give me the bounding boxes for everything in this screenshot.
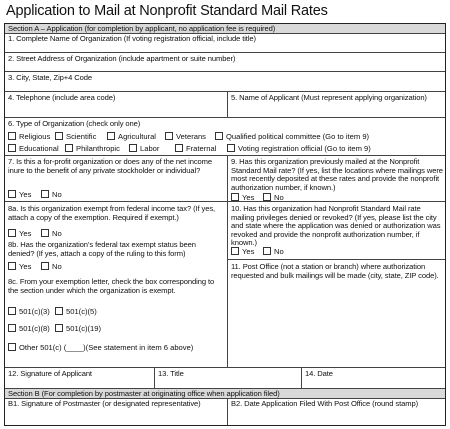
- field-10-yes[interactable]: [231, 247, 254, 256]
- field-8a-label: 8a. Is this organization exempt from federal income tax? (If yes, attach a copy of the exemption. Required if exempt.): [8, 204, 216, 222]
- option-label: Fraternal: [186, 144, 217, 153]
- checkbox[interactable]: [231, 247, 239, 255]
- field-3-city-state-zip[interactable]: [5, 72, 445, 92]
- option-label: Educational: [19, 144, 59, 153]
- option-label: 501(c)(3): [19, 307, 50, 316]
- divider: [227, 202, 228, 367]
- field-7-yes[interactable]: [8, 190, 31, 199]
- divider: [154, 368, 155, 388]
- checkbox[interactable]: [8, 262, 16, 270]
- option-voting-registration[interactable]: [227, 144, 371, 153]
- option-label: Other 501(c) (____)(See statement in item 6 above): [19, 343, 194, 352]
- option-religious[interactable]: [8, 132, 50, 141]
- row-b1-b2: [5, 399, 445, 425]
- option-label: Yes: [242, 193, 255, 202]
- field-7-no[interactable]: [41, 190, 62, 199]
- option-label: Scientific: [66, 132, 97, 141]
- option-label: Labor: [140, 144, 160, 153]
- option-label: Yes: [19, 190, 32, 199]
- checkbox[interactable]: [263, 193, 271, 201]
- field-8b-yes[interactable]: [8, 262, 31, 271]
- option-label: Philanthropic: [76, 144, 120, 153]
- field-14-date[interactable]: 14. Date: [305, 369, 333, 378]
- option-501c3[interactable]: [8, 307, 50, 316]
- option-label: Voting registration official (Go to item 9): [238, 144, 371, 153]
- field-8c-label: 8c. From your exemption letter, check the box corresponding to the section under which the organization is exempt.: [8, 277, 215, 295]
- option-label: No: [274, 247, 284, 256]
- option-other-501c[interactable]: [8, 343, 193, 352]
- field-9-yes[interactable]: [231, 193, 254, 202]
- checkbox[interactable]: [55, 324, 63, 332]
- option-501c19[interactable]: [55, 324, 101, 333]
- field-2-street-address[interactable]: [5, 53, 445, 72]
- option-label: No: [52, 229, 62, 238]
- field-b2-date-filed[interactable]: B2. Date Application Filed With Post Office (round stamp): [231, 399, 419, 408]
- section-b-header: [5, 389, 445, 399]
- option-label: Yes: [242, 247, 255, 256]
- option-501c5[interactable]: [55, 307, 97, 316]
- checkbox[interactable]: [129, 144, 137, 152]
- section-a-header: [5, 24, 445, 34]
- checkbox[interactable]: [231, 193, 239, 201]
- field-3-label: 3. City, State, Zip+4 Code: [8, 73, 92, 82]
- checkbox[interactable]: [175, 144, 183, 152]
- checkbox[interactable]: [55, 132, 63, 140]
- checkbox[interactable]: [8, 307, 16, 315]
- checkbox[interactable]: [107, 132, 115, 140]
- option-label: 501(c)(19): [66, 324, 102, 333]
- field-13-title[interactable]: 13. Title: [158, 369, 184, 378]
- row-4-5: [5, 92, 445, 118]
- checkbox[interactable]: [55, 307, 63, 315]
- divider: [227, 399, 228, 425]
- option-label: No: [52, 262, 62, 271]
- option-educational[interactable]: [8, 144, 59, 153]
- row-12-13-14: [5, 368, 445, 389]
- option-philanthropic[interactable]: [65, 144, 120, 153]
- option-agricultural[interactable]: [107, 132, 156, 141]
- checkbox[interactable]: [8, 132, 16, 140]
- row-8-10-11: [5, 202, 445, 368]
- option-label: No: [52, 190, 62, 199]
- field-9-no[interactable]: [263, 193, 284, 202]
- option-scientific[interactable]: [55, 132, 96, 141]
- field-9-label: 9. Has this organization previously mailed at the Nonprofit Standard Mail rate? (If yes, list the locations where mailings were most recently deposited at these rates and provide the nonprofit authorization number, if known.): [231, 157, 443, 192]
- checkbox[interactable]: [8, 343, 16, 351]
- field-6-organization-type: [5, 118, 445, 156]
- option-label: Veterans: [176, 132, 206, 141]
- section-b-title: Section B (For completion by postmaster at originating office when application filed): [8, 389, 280, 398]
- field-4-telephone[interactable]: 4. Telephone (include area code): [8, 93, 116, 102]
- option-qualified-political[interactable]: [215, 132, 369, 141]
- checkbox[interactable]: [215, 132, 223, 140]
- checkbox[interactable]: [41, 190, 49, 198]
- option-label: Yes: [19, 262, 32, 271]
- field-11-label: 11. Post Office (not a station or branch) where authorization requested and bulk mailings will be made (city, state, ZIP code).: [231, 262, 439, 280]
- field-b1-postmaster-signature[interactable]: B1. Signature of Postmaster (or designated representative): [8, 399, 201, 408]
- application-form: [4, 23, 446, 426]
- field-6-label: 6. Type of Organization (check only one): [8, 119, 141, 128]
- option-label: 501(c)(8): [19, 324, 50, 333]
- field-8a-yes[interactable]: [8, 229, 31, 238]
- option-fraternal[interactable]: [175, 144, 216, 153]
- field-8a-no[interactable]: [41, 229, 62, 238]
- row-7-9: [5, 156, 445, 202]
- field-10-label: 10. Has this organization had Nonprofit Standard Mail rate mailing privileges denied or revoked? (If yes, please list the city and state where the application was denied or authorization was revoked and provide the nonprofit authorization number, if known.): [231, 204, 441, 248]
- field-8b-no[interactable]: [41, 262, 62, 271]
- checkbox[interactable]: [8, 324, 16, 332]
- checkbox[interactable]: [8, 229, 16, 237]
- divider: [227, 92, 228, 117]
- divider: [301, 368, 302, 388]
- field-2-label: 2. Street Address of Organization (include apartment or suite number): [8, 54, 236, 63]
- checkbox[interactable]: [65, 144, 73, 152]
- option-label: Agricultural: [118, 132, 156, 141]
- form-title: Application to Mail at Nonprofit Standard Mail Rates: [6, 3, 328, 19]
- section-a-title: Section A – Application (for completion by applicant, no application fee is required): [8, 24, 276, 33]
- field-5-applicant-name[interactable]: 5. Name of Applicant (Must represent applying organization): [231, 93, 427, 102]
- field-1-organization-name[interactable]: [5, 34, 445, 53]
- checkbox[interactable]: [8, 144, 16, 152]
- checkbox[interactable]: [227, 144, 235, 152]
- field-12-signature[interactable]: 12. Signature of Applicant: [8, 369, 92, 378]
- checkbox[interactable]: [41, 262, 49, 270]
- field-1-label: 1. Complete Name of Organization (If voting registration official, include title): [8, 34, 256, 43]
- option-label: No: [274, 193, 284, 202]
- divider: [227, 259, 445, 260]
- divider: [227, 156, 228, 201]
- option-labor[interactable]: [129, 144, 159, 153]
- option-501c8[interactable]: [8, 324, 50, 333]
- checkbox[interactable]: [263, 247, 271, 255]
- field-10-no[interactable]: [263, 247, 284, 256]
- option-label: Qualified political committee (Go to item 9): [226, 132, 370, 141]
- option-label: Religious: [19, 132, 51, 141]
- checkbox[interactable]: [165, 132, 173, 140]
- option-veterans[interactable]: [165, 132, 206, 141]
- field-7-label: 7. Is this a for-profit organization or does any of the net income inure to the benefit of any private stockholder or individual?: [8, 157, 213, 175]
- field-8b-label: 8b. Has the organization’s federal tax exempt status been denied? (If yes, attach a copy of the ruling to this form): [8, 240, 196, 258]
- checkbox[interactable]: [8, 190, 16, 198]
- option-label: Yes: [19, 229, 32, 238]
- option-label: 501(c)(5): [66, 307, 97, 316]
- checkbox[interactable]: [41, 229, 49, 237]
